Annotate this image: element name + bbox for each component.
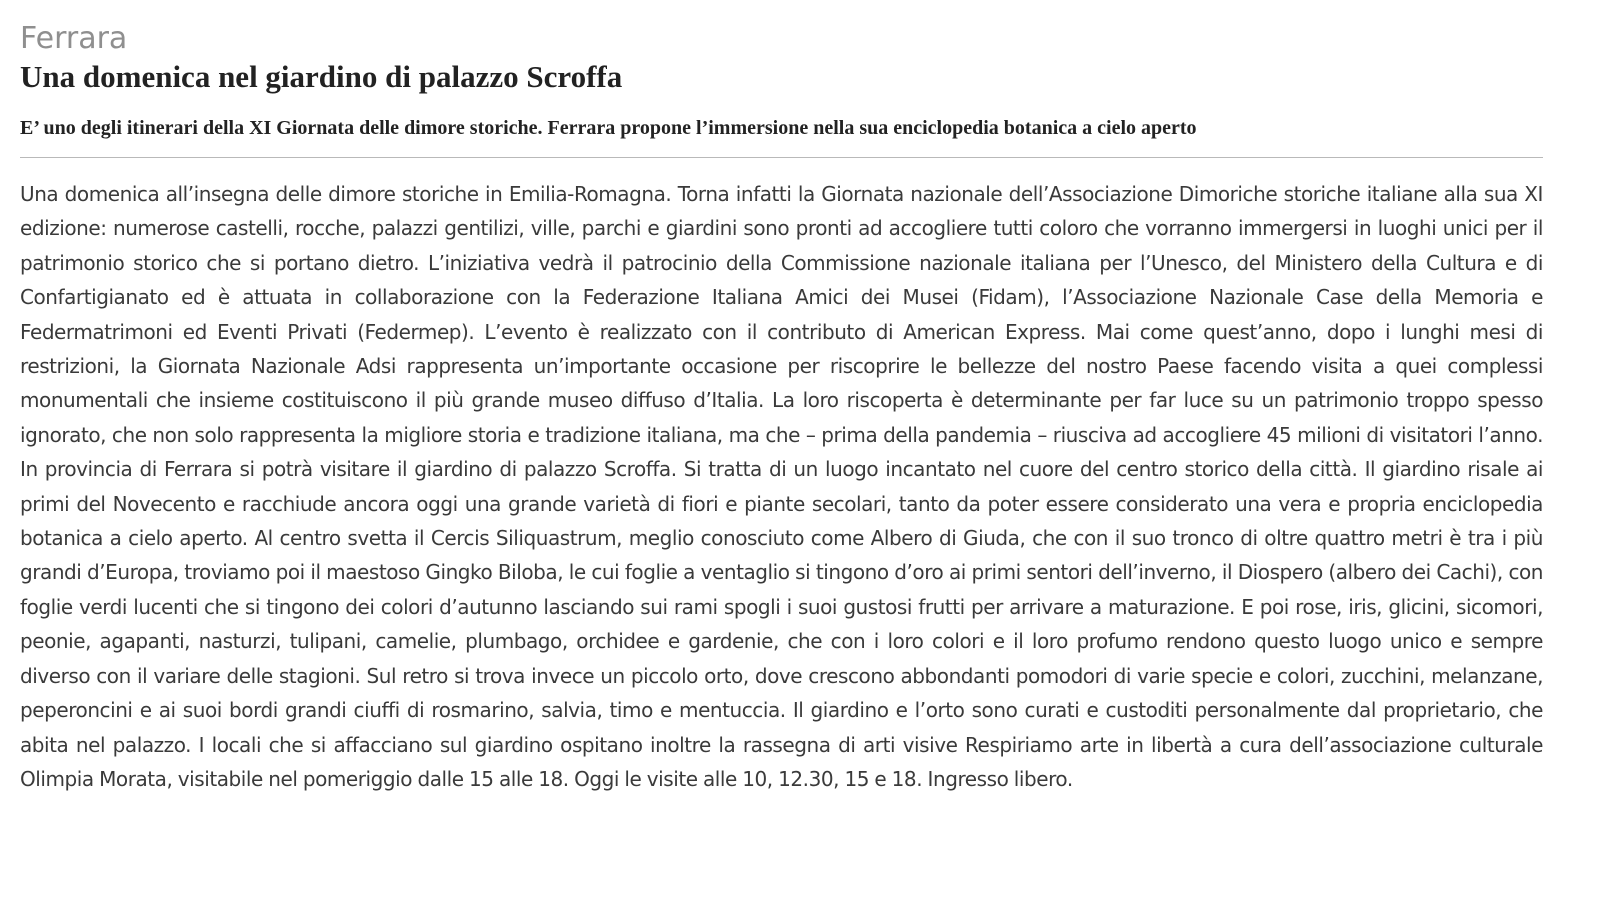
article-subhead: E’ uno degli itinerari della XI Giornata delle dimore storiche. Ferrara propone l’immersione nella sua enciclopedia botanica a cielo aperto xyxy=(20,117,1197,139)
article-kicker: Ferrara xyxy=(20,21,128,56)
article-body: Una domenica all’insegna delle dimore storiche in Emilia-Romagna. Torna infatti la Giornata nazionale dell’Associazione Dimoriche storiche italiane alla sua XI edizione: numerose castelli, rocche, palazzi gentilizi, ville, parchi e giardini sono pronti ad accogliere tutti coloro che vorranno immergersi in luoghi unici per il patrimonio storico che si portano dietro. L’iniziativa vedrà il patrocinio della Commissione nazionale italiana per l’Unesco, del Ministero della Cultura e di Confartigianato ed è attuata in collaborazione con la Federazione Italiana Amici dei Musei (Fidam), l’Associazione Nazionale Case della Memoria e Federmatrimoni ed Eventi Privati (Federmep). L’evento è realizzato con il contributo di American Express. Mai come quest’anno, dopo i lunghi mesi di restrizioni, la Giornata Nazionale Adsi rappresenta un’importante occasione per riscoprire le bellezze del nostro Paese facendo visita a quei complessi monumentali che insieme costituiscono il più grande museo diffuso d’Italia. La loro riscoperta è determinante per far luce su un patrimonio troppo spesso ignorato, che non solo rappresenta la migliore storia e tradizione italiana, ma che – prima della pandemia – riusciva ad accogliere 45 milioni di visitatori l’anno. In provincia di Ferrara si potrà visitare il giardino di palazzo Scroffa. Si tratta di un luogo incantato nel cuore del centro storico della città. Il giardino risale ai primi del Novecento e racchiude ancora oggi una grande varietà di fiori e piante secolari, tanto da poter essere considerato una vera e propria enciclopedia botanica a cielo aperto. Al centro svetta il Cercis Siliquastrum, meglio conosciuto come Albero di Giuda, che con il suo tronco di oltre quattro metri è tra i più grandi d’Europa, troviamo poi il maestoso Gingko Biloba, le cui foglie a ventaglio si tingono d’oro ai primi sentori dell’inverno, il Diospero (albero dei Cachi), con foglie verdi lucenti che si tingono dei colori d’autunno lasciando sui rami spogli i suoi gustosi frutti per arrivare a maturazione. E poi rose, iris, glicini, sicomori, peonie, agapanti, nasturzi, tulipani, camelie, plumbago, orchidee e gardenie, che con i loro colori e il loro profumo rendono questo luogo unico e sempre diverso con il variare delle stagioni. Sul retro si trova invece un piccolo orto, dove crescono abbondanti pomodori di varie specie e colori, zucchini, melanzane, peperoncini e ai suoi bordi grandi ciuffi di rosmarino, salvia, timo e mentuccia. Il giardino e l’orto sono curati e custoditi personalmente dal proprietario, che abita nel palazzo. I locali che si affacciano sul giardino ospitano inoltre la rassegna di arti visive Respiriamo arte in libertà a cura dell’associazione culturale Olimpia Morata, visitabile nel pomeriggio dalle 15 alle 18. Oggi le visite alle 10, 12.30, 15 e 18. Ingresso libero. xyxy=(20,182,1543,791)
divider xyxy=(20,157,1543,158)
article xyxy=(20,18,1543,796)
article-headline: Una domenica nel giardino di palazzo Scroffa xyxy=(20,59,623,94)
